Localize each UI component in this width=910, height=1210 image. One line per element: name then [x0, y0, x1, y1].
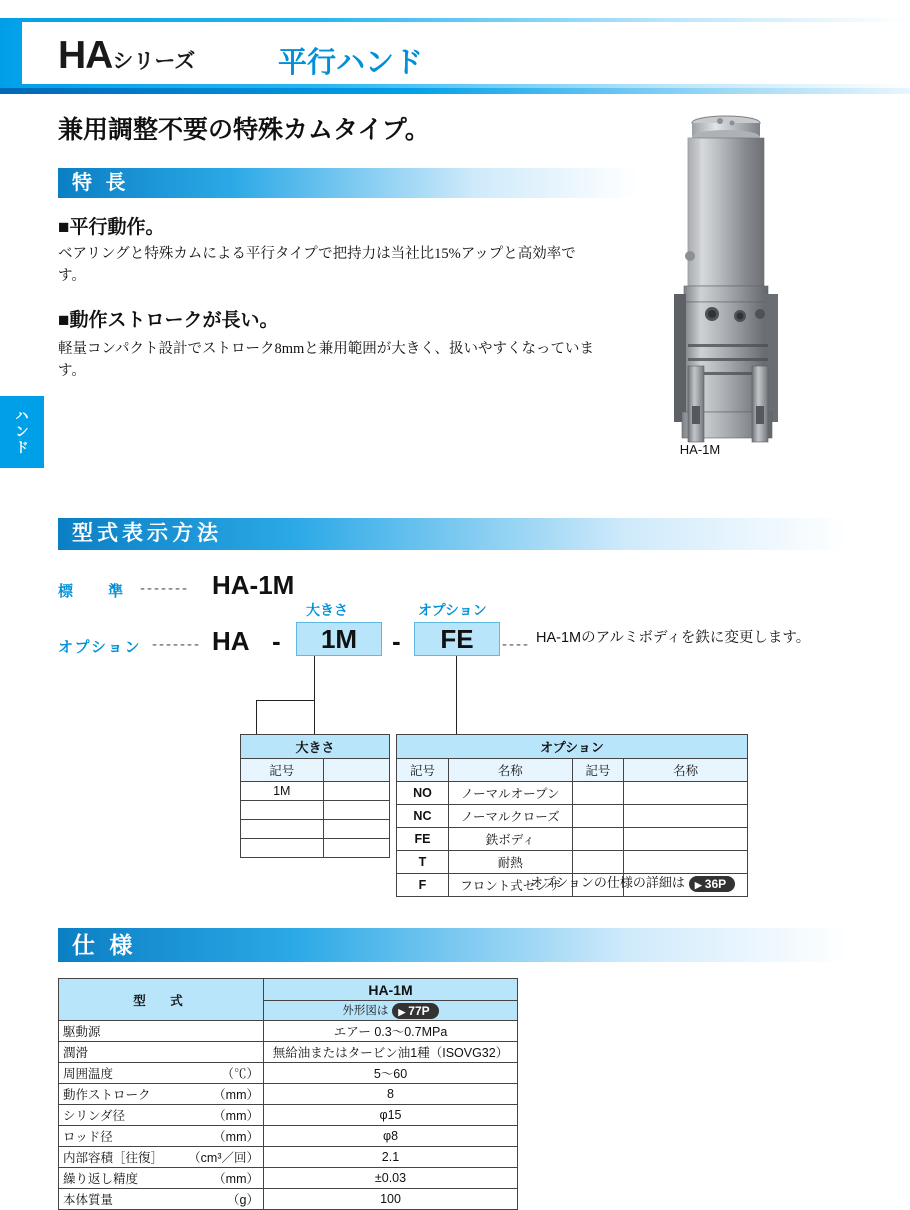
option-page-link[interactable] — [689, 876, 735, 892]
model-standard-label: 標 準 — [58, 583, 134, 600]
table-row — [59, 1168, 518, 1189]
page-subtitle: 平行ハンド — [278, 47, 424, 79]
option-symbol-2 — [572, 782, 624, 805]
model-standard-code: HA-1M — [212, 570, 295, 600]
spec-label-text: 本体質量 — [63, 1193, 114, 1207]
spec-label-text: 潤滑 — [63, 1046, 89, 1060]
table-row — [241, 820, 390, 839]
size-table-cell-blank — [323, 801, 389, 820]
size-table — [240, 734, 390, 858]
model-base-code: HA — [212, 626, 250, 656]
spec-unit-text: （mm） — [213, 1088, 259, 1102]
option-detail-note-text: オプションの仕様の詳細は — [530, 875, 685, 890]
spec-drawing-text: 外形図は — [342, 1005, 389, 1018]
size-table-title-row — [241, 735, 390, 759]
spec-page-link[interactable] — [392, 1003, 438, 1019]
table-row — [241, 801, 390, 820]
model-note-dots: ---- — [502, 636, 530, 653]
spec-label-text: 動作ストローク — [63, 1088, 151, 1102]
size-table-header-row — [241, 759, 390, 782]
spec-row-label — [59, 1042, 264, 1063]
product-photo — [660, 108, 860, 468]
table-row — [59, 1063, 518, 1084]
feature-2-heading: ■動作ストロークが長い。 — [58, 310, 279, 331]
option-name-2 — [624, 805, 748, 828]
spec-row-label — [59, 1084, 264, 1105]
product-photo-svg — [660, 108, 860, 468]
model-dash-1: - — [272, 626, 281, 656]
spec-row-label — [59, 1168, 264, 1189]
spec-label-text: 周囲温度 — [63, 1067, 114, 1081]
size-table-cell-blank — [323, 839, 389, 858]
side-tab-hand[interactable] — [0, 396, 44, 468]
section-header-model-code: 型式表示方法 — [58, 518, 848, 550]
option-name: ノーマルクローズ — [448, 805, 572, 828]
spec-unit-text: （cm³／回） — [188, 1151, 259, 1165]
spec-row-label — [59, 1105, 264, 1126]
option-name-2 — [624, 851, 748, 874]
connector-option-vertical — [456, 656, 457, 734]
model-note: HA-1Mのアルミボディを鉄に変更します。 — [536, 630, 811, 646]
spec-row-value: φ15 — [264, 1105, 518, 1126]
size-table-cell-blank — [323, 782, 389, 801]
lead-copy: 兼用調整不要の特殊カムタイプ。 — [58, 116, 430, 144]
option-symbol: F — [397, 874, 449, 897]
spec-unit-text: （℃） — [221, 1067, 259, 1081]
option-symbol-2 — [572, 851, 624, 874]
connector-size-vertical — [314, 656, 315, 734]
table-row — [59, 1126, 518, 1147]
spec-table-drawing-note — [264, 1001, 518, 1021]
spec-label-text: ロッド径 — [63, 1130, 113, 1144]
model-standard-dots: ------- — [140, 580, 189, 597]
page-title — [58, 34, 195, 78]
spec-unit-text: （mm） — [213, 1130, 259, 1144]
spec-page-label: 77P — [408, 1003, 430, 1018]
spec-row-value: 無給油またはタービン油1種（ISOVG32） — [264, 1042, 518, 1063]
spec-label-text: 内部容積［往復］ — [63, 1151, 164, 1165]
model-dash-2: - — [392, 626, 401, 656]
table-row — [59, 1084, 518, 1105]
triangle-right-icon: ▶ — [398, 1006, 406, 1017]
triangle-right-icon: ▶ — [694, 879, 702, 890]
section-header-feature: 特 長 — [58, 168, 638, 198]
option-table-col-name-1: 名称 — [448, 759, 572, 782]
spec-row-value: 8 — [264, 1084, 518, 1105]
spec-table-header-label: 型 式 — [59, 979, 264, 1021]
spec-label-text: 駆動源 — [63, 1025, 101, 1039]
table-row — [241, 782, 390, 801]
spec-row-label — [59, 1021, 264, 1042]
spec-unit-text: （mm） — [213, 1172, 259, 1186]
spec-row-value: エアー 0.3〜0.7MPa — [264, 1021, 518, 1042]
table-row — [59, 1021, 518, 1042]
spec-unit-text: （g） — [227, 1193, 259, 1207]
size-table-cell: 1M — [241, 782, 324, 801]
spec-table-header-row — [59, 979, 518, 1001]
table-row — [59, 1147, 518, 1168]
spec-row-value: 100 — [264, 1189, 518, 1210]
option-symbol: NO — [397, 782, 449, 805]
spec-label-text: 繰り返し精度 — [63, 1172, 139, 1186]
option-name-2 — [624, 782, 748, 805]
size-table-title: 大きさ — [241, 735, 390, 759]
model-option-tag: オプション — [418, 602, 487, 618]
table-row — [397, 828, 748, 851]
option-table-col-symbol-2: 記号 — [572, 759, 624, 782]
model-size-tag: 大きさ — [306, 602, 348, 618]
size-table-col-blank — [323, 759, 389, 782]
spec-row-label — [59, 1063, 264, 1084]
model-option-dots: ------- — [152, 636, 201, 653]
feature-1-body: ベアリングと特殊カムによる平行タイプで把持力は当社比15%アップと高効率です。 — [58, 246, 576, 285]
feature-2-body: 軽量コンパクト設計でストローク8mmと兼用範囲が大きく、扱いやすくなっています。 — [58, 341, 594, 380]
spec-row-label — [59, 1189, 264, 1210]
model-option-box: FE — [414, 622, 500, 656]
size-table-cell — [241, 839, 324, 858]
product-photo-caption: HA-1M — [679, 442, 721, 457]
option-symbol: NC — [397, 805, 449, 828]
option-name: フロント式センサ — [448, 874, 572, 897]
spec-row-value: φ8 — [264, 1126, 518, 1147]
table-row — [397, 851, 748, 874]
option-symbol-2 — [572, 828, 624, 851]
option-name: ノーマルオープン — [448, 782, 572, 805]
table-row — [59, 1042, 518, 1063]
section-header-spec: 仕 様 — [58, 928, 848, 962]
size-table-col-symbol: 記号 — [241, 759, 324, 782]
spec-table — [58, 978, 518, 1210]
spec-table-model: HA-1M — [264, 979, 518, 1001]
option-name: 耐熱 — [448, 851, 572, 874]
table-row — [241, 839, 390, 858]
option-symbol-2 — [572, 805, 624, 828]
option-name: 鉄ボディ — [448, 828, 572, 851]
spec-row-value: 2.1 — [264, 1147, 518, 1168]
spec-row-label — [59, 1126, 264, 1147]
spec-row-label — [59, 1147, 264, 1168]
page-title-series: シリーズ — [112, 50, 196, 73]
header-rule — [0, 88, 910, 94]
option-table-title: オプション — [397, 735, 748, 759]
table-row — [59, 1105, 518, 1126]
option-table-header-row — [397, 759, 748, 782]
size-table-cell — [241, 801, 324, 820]
spec-unit-text: （mm） — [213, 1109, 259, 1123]
option-page-label: 36P — [704, 876, 727, 891]
connector-size-drop — [256, 700, 257, 734]
option-detail-note — [530, 872, 735, 892]
page-title-model: HA — [58, 34, 113, 77]
size-table-cell — [241, 820, 324, 839]
spec-row-value: 5〜60 — [264, 1063, 518, 1084]
option-name-2 — [624, 828, 748, 851]
option-table-col-symbol-1: 記号 — [397, 759, 449, 782]
spec-row-value: ±0.03 — [264, 1168, 518, 1189]
size-table-cell-blank — [323, 820, 389, 839]
table-row — [397, 782, 748, 805]
table-row — [59, 1189, 518, 1210]
model-size-box: 1M — [296, 622, 382, 656]
option-symbol: FE — [397, 828, 449, 851]
feature-1-heading: ■平行動作。 — [58, 217, 165, 238]
option-symbol: T — [397, 851, 449, 874]
side-tab-label: ハンド — [14, 408, 30, 456]
option-table-col-name-2: 名称 — [624, 759, 748, 782]
connector-size-horizontal — [256, 700, 315, 701]
option-table-title-row — [397, 735, 748, 759]
table-row — [397, 805, 748, 828]
model-option-label: オプション — [58, 639, 142, 656]
spec-label-text: シリンダ径 — [63, 1109, 126, 1123]
